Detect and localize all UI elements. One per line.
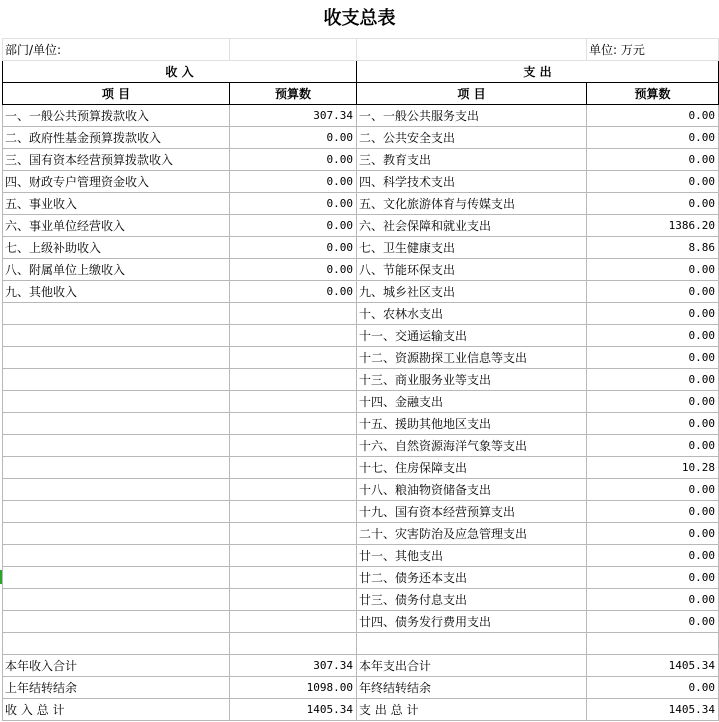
table-row: [3, 347, 719, 369]
expense-value-cell: 1386.20: [587, 215, 719, 237]
income-value-cell: [230, 303, 357, 325]
expense-value-cell: 0.00: [587, 501, 719, 523]
table-row: [3, 501, 719, 523]
expense-value-cell: 0.00: [587, 479, 719, 501]
income-item-cell: [3, 479, 230, 501]
expense-item-cell: 七、卫生健康支出: [357, 237, 587, 259]
income-value-cell: [230, 391, 357, 413]
expense-item-cell: 三、教育支出: [357, 149, 587, 171]
table-row: [3, 523, 719, 545]
income-value-cell: 307.34: [230, 655, 357, 677]
income-item-cell: 本年收入合计: [3, 655, 230, 677]
income-value-cell: 0.00: [230, 237, 357, 259]
expense-value-cell: 0.00: [587, 435, 719, 457]
expense-value-cell: 0.00: [587, 105, 719, 127]
income-value-cell: 0.00: [230, 171, 357, 193]
expense-value-cell: 0.00: [587, 259, 719, 281]
income-item-cell: [3, 589, 230, 611]
table-row: [3, 303, 719, 325]
table-row: [3, 699, 719, 721]
expense-item-cell: 廿一、其他支出: [357, 545, 587, 567]
expense-value-cell: 8.86: [587, 237, 719, 259]
expense-header: 支 出: [357, 61, 719, 83]
income-item-cell: 三、国有资本经营预算拨款收入: [3, 149, 230, 171]
income-value-cell: [230, 611, 357, 633]
income-value-cell: 0.00: [230, 127, 357, 149]
budget-summary-table: [2, 38, 719, 721]
income-item-cell: 一、一般公共预算拨款收入: [3, 105, 230, 127]
income-item-cell: [3, 347, 230, 369]
income-value-cell: [230, 479, 357, 501]
table-row: [3, 413, 719, 435]
income-item-cell: [3, 611, 230, 633]
income-item-cell: 七、上级补助收入: [3, 237, 230, 259]
expense-item-cell: 十七、住房保障支出: [357, 457, 587, 479]
blank-cell: [230, 39, 357, 61]
expense-item-cell: 八、节能环保支出: [357, 259, 587, 281]
income-value-cell: 307.34: [230, 105, 357, 127]
expense-item-cell: 九、城乡社区支出: [357, 281, 587, 303]
income-item-cell: [3, 457, 230, 479]
table-row: [3, 281, 719, 303]
expense-item-cell: [357, 633, 587, 655]
unit-label: 单位: 万元: [587, 39, 719, 61]
income-value-cell: [230, 545, 357, 567]
income-item-header: 项 目: [3, 83, 230, 105]
table-row: [3, 479, 719, 501]
expense-item-cell: 十六、自然资源海洋气象等支出: [357, 435, 587, 457]
income-header: 收 入: [3, 61, 357, 83]
expense-value-cell: 0.00: [587, 413, 719, 435]
income-value-cell: [230, 457, 357, 479]
expense-item-cell: 二、公共安全支出: [357, 127, 587, 149]
expense-item-cell: 十一、交通运输支出: [357, 325, 587, 347]
table-row: [3, 567, 719, 589]
income-value-cell: [230, 435, 357, 457]
income-value-cell: 0.00: [230, 259, 357, 281]
expense-value-cell: 0.00: [587, 677, 719, 699]
expense-item-cell: 一、一般公共服务支出: [357, 105, 587, 127]
income-item-cell: 收 入 总 计: [3, 699, 230, 721]
income-item-cell: 九、其他收入: [3, 281, 230, 303]
income-item-cell: 五、事业收入: [3, 193, 230, 215]
expense-item-cell: 年终结转结余: [357, 677, 587, 699]
income-value-cell: [230, 347, 357, 369]
expense-value-cell: 0.00: [587, 523, 719, 545]
table-body: [3, 105, 719, 721]
expense-item-cell: 廿二、债务还本支出: [357, 567, 587, 589]
expense-budget-header: 预算数: [587, 83, 719, 105]
income-item-cell: 六、事业单位经营收入: [3, 215, 230, 237]
income-value-cell: [230, 523, 357, 545]
income-value-cell: [230, 567, 357, 589]
income-item-cell: 上年结转结余: [3, 677, 230, 699]
expense-value-cell: 0.00: [587, 303, 719, 325]
table-row: [3, 633, 719, 655]
income-item-cell: [3, 391, 230, 413]
expense-value-cell: 10.28: [587, 457, 719, 479]
income-item-cell: [3, 633, 230, 655]
income-value-cell: [230, 413, 357, 435]
expense-value-cell: 0.00: [587, 611, 719, 633]
income-value-cell: [230, 325, 357, 347]
blank-cell: [357, 39, 587, 61]
income-value-cell: 0.00: [230, 215, 357, 237]
income-value-cell: [230, 633, 357, 655]
income-value-cell: [230, 589, 357, 611]
expense-item-cell: 五、文化旅游体育与传媒支出: [357, 193, 587, 215]
income-item-cell: [3, 435, 230, 457]
income-budget-header: 预算数: [230, 83, 357, 105]
expense-value-cell: 0.00: [587, 545, 719, 567]
table-row: [3, 457, 719, 479]
income-item-cell: 四、财政专户管理资金收入: [3, 171, 230, 193]
table-row: [3, 325, 719, 347]
expense-value-cell: [587, 633, 719, 655]
expense-item-cell: 本年支出合计: [357, 655, 587, 677]
expense-value-cell: 0.00: [587, 391, 719, 413]
expense-item-cell: 十九、国有资本经营预算支出: [357, 501, 587, 523]
expense-item-cell: 十四、金融支出: [357, 391, 587, 413]
expense-item-cell: 十八、粮油物资储备支出: [357, 479, 587, 501]
income-value-cell: 0.00: [230, 281, 357, 303]
expense-value-cell: 0.00: [587, 567, 719, 589]
table-row: [3, 611, 719, 633]
expense-item-cell: 十五、援助其他地区支出: [357, 413, 587, 435]
table-row: [3, 149, 719, 171]
table-row: [3, 655, 719, 677]
table-row: [3, 259, 719, 281]
income-item-cell: [3, 303, 230, 325]
expense-value-cell: 0.00: [587, 149, 719, 171]
income-item-cell: 二、政府性基金预算拨款收入: [3, 127, 230, 149]
income-item-cell: [3, 413, 230, 435]
table-row: [3, 171, 719, 193]
expense-item-cell: 廿四、债务发行费用支出: [357, 611, 587, 633]
income-item-cell: [3, 325, 230, 347]
income-item-cell: [3, 545, 230, 567]
expense-value-cell: 0.00: [587, 127, 719, 149]
expense-item-cell: 十三、商业服务业等支出: [357, 369, 587, 391]
table-row: [3, 545, 719, 567]
expense-value-cell: 0.00: [587, 281, 719, 303]
cell-cursor-marker: [0, 570, 2, 584]
income-value-cell: 1098.00: [230, 677, 357, 699]
expense-value-cell: 0.00: [587, 347, 719, 369]
expense-value-cell: 0.00: [587, 369, 719, 391]
expense-item-cell: 十、农林水支出: [357, 303, 587, 325]
income-value-cell: 1405.34: [230, 699, 357, 721]
table-row: [3, 677, 719, 699]
income-value-cell: 0.00: [230, 193, 357, 215]
expense-item-cell: 十二、资源勘探工业信息等支出: [357, 347, 587, 369]
expense-value-cell: 0.00: [587, 589, 719, 611]
income-item-cell: [3, 369, 230, 391]
table-row: [3, 589, 719, 611]
expense-value-cell: 0.00: [587, 171, 719, 193]
income-item-cell: [3, 501, 230, 523]
table-row: [3, 391, 719, 413]
expense-item-cell: 廿三、债务付息支出: [357, 589, 587, 611]
income-value-cell: [230, 369, 357, 391]
income-value-cell: [230, 501, 357, 523]
expense-value-cell: 0.00: [587, 193, 719, 215]
table-row: [3, 435, 719, 457]
expense-item-cell: 支 出 总 计: [357, 699, 587, 721]
dept-label: 部门/单位:: [3, 39, 230, 61]
expense-value-cell: 1405.34: [587, 699, 719, 721]
income-item-cell: [3, 523, 230, 545]
income-item-cell: 八、附属单位上缴收入: [3, 259, 230, 281]
income-item-cell: [3, 567, 230, 589]
table-row: [3, 215, 719, 237]
expense-item-header: 项 目: [357, 83, 587, 105]
table-row: [3, 127, 719, 149]
page-title: 收支总表: [323, 8, 396, 29]
table-row: [3, 193, 719, 215]
table-row: [3, 105, 719, 127]
table-row: [3, 237, 719, 259]
expense-item-cell: 六、社会保障和就业支出: [357, 215, 587, 237]
income-value-cell: 0.00: [230, 149, 357, 171]
table-row: [3, 369, 719, 391]
expense-item-cell: 二十、灾害防治及应急管理支出: [357, 523, 587, 545]
expense-item-cell: 四、科学技术支出: [357, 171, 587, 193]
expense-value-cell: 1405.34: [587, 655, 719, 677]
expense-value-cell: 0.00: [587, 325, 719, 347]
